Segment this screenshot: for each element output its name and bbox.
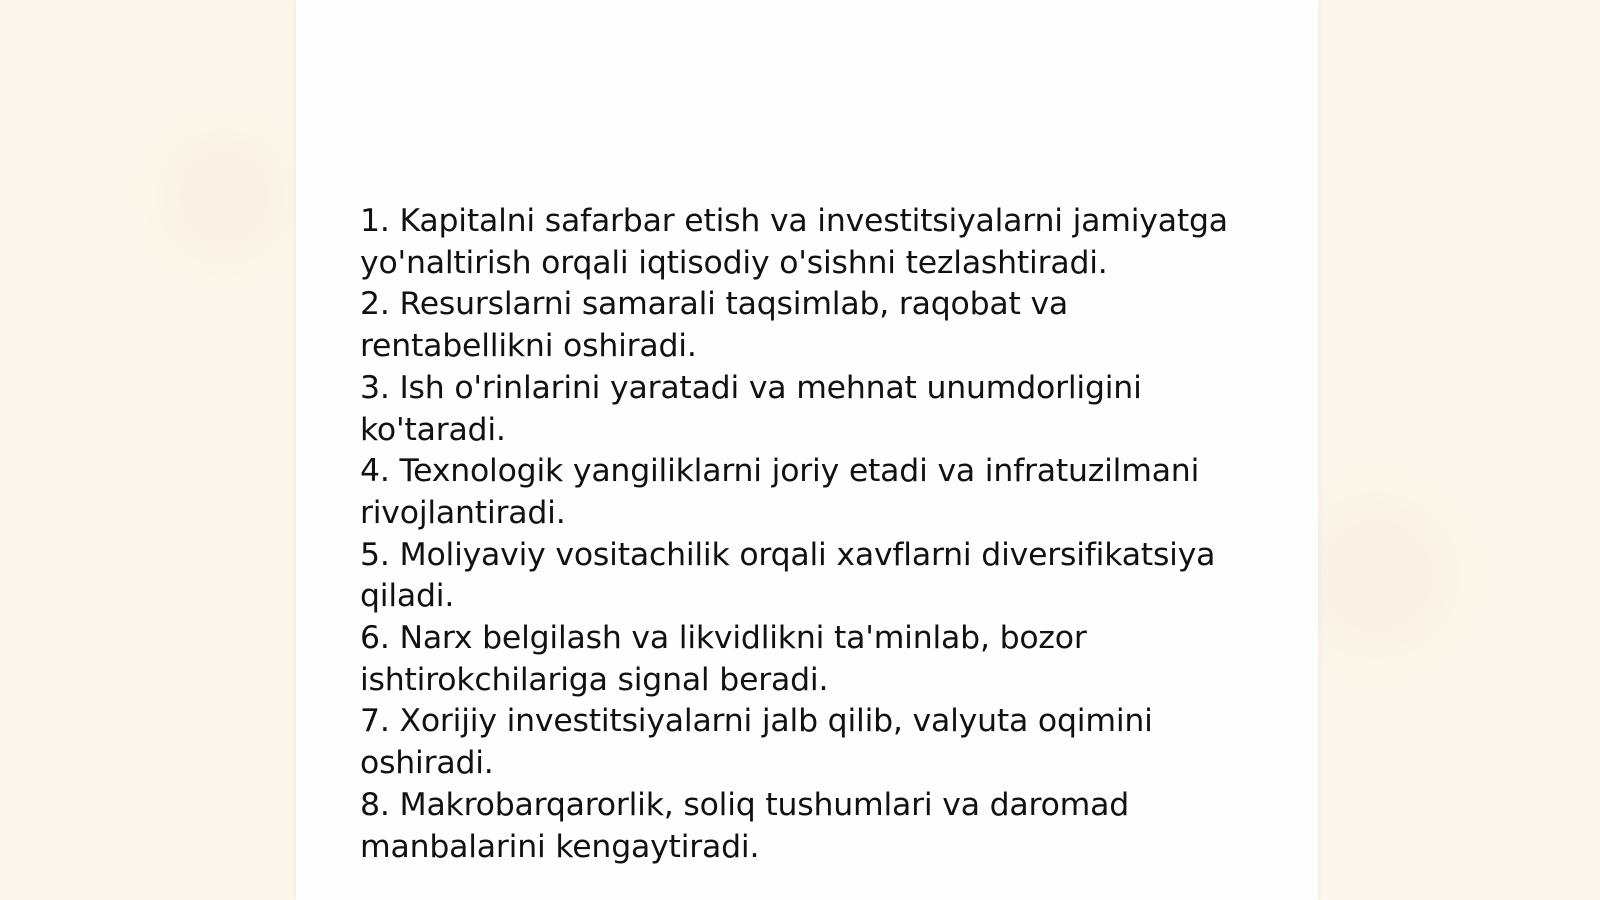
list-item: 7. Xorijiy investitsiyalarni jalb qilib, valyuta oqimini oshiradi. [360,703,1153,782]
document-page [296,0,1318,900]
list-item: 4. Texnologik yangiliklarni joriy etadi va infratuzilmani rivojlantiradi. [360,453,1200,531]
list-item: 6. Narx belgilash va likvidlikni ta'minlab, bozor ishtirokchilariga signal beradi. [360,620,1087,698]
list-item: 2. Resurslarni samarali taqsimlab, raqobat va rentabellikni oshiradi. [360,286,1069,365]
numbered-list [360,201,1260,868]
list-item: 5. Moliyaviy vositachilik orqali xavflarni diversifikatsiya qiladi. [360,536,1216,615]
list-item: 3. Ish o'rinlarini yaratadi va mehnat unumdorligini ko'taradi. [360,369,1142,448]
list-item: 8. Makrobarqarorlik, soliq tushumlari va daromad manbalarini kengaytiradi. [360,786,1130,865]
list-item: 1. Kapitalni safarbar etish va investitsiyalarni jamiyatga yo'naltirish orqali iqtisodiy o'sishni tezlashtiradi. [360,203,1228,281]
